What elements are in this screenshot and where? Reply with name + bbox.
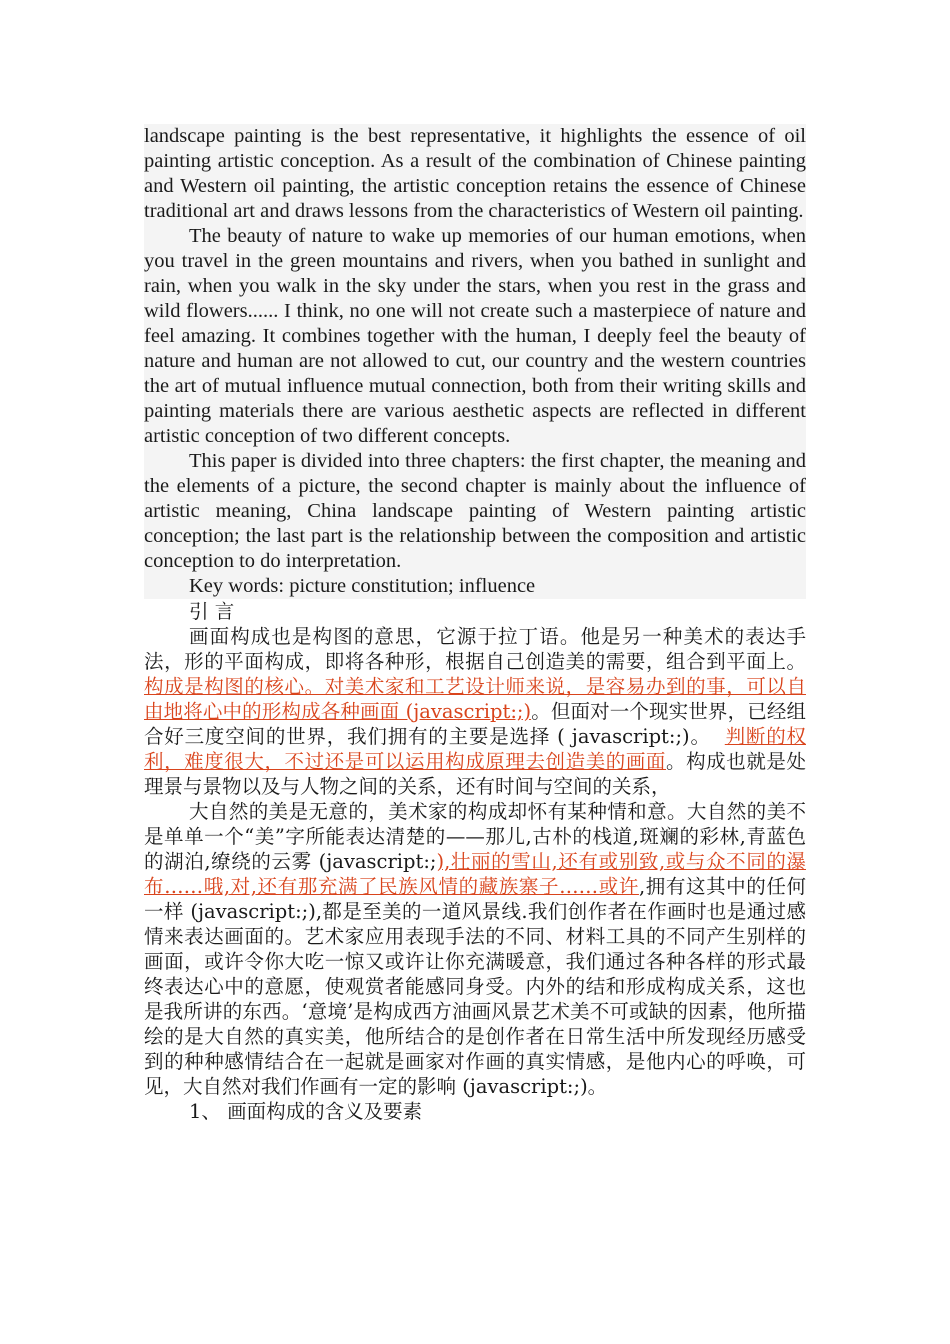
keywords: Key words: picture constitution; influence — [144, 574, 806, 599]
snow-mountain-link[interactable]: ),壮丽的雪山,还有或别致,或与众不同的瀑布……哦,对,还有那充满了民族风情的藏族寨子……或许 — [144, 850, 806, 898]
judgment-right-link[interactable]: 判断的权利，难度很大，不过还是可以运用构成原理去创造美的画面 — [144, 725, 806, 773]
abstract-paragraph-1: landscape painting is the best representative, it highlights the essence of oil painting artistic conception. As a result of the combination of Chinese painting and Western oil painting, the artistic conception retains the essence of Chinese traditional art and draws lessons from the characteristics of Western oil painting. — [144, 125, 806, 222]
intro-heading: 引 言 — [189, 600, 235, 623]
intro-paragraph-1 — [144, 624, 806, 799]
document-page — [144, 124, 806, 1124]
abstract-paragraph-2: The beauty of nature to wake up memories of our human emotions, when you travel in the green mountains and rivers, when you bathed in sunlight and rain, when you walk in the sky under the stars, when you rest in the grass and wild flowers...... I think, no one will not create such a masterpiece of nature and feel amazing. It combines together with the human, I deeply feel the beauty of nature and human are not allowed to cut, our country and the western countries the art of mutual influence mutual connection, both from their writing skills and painting materials there are various aesthetic aspects are reflected in different artistic conception of two different concepts. — [144, 225, 806, 447]
composition-core-link[interactable]: 构成是构图的核心。对美术家和工艺设计师来说，是容易办到的事，可以自由地将心中的形构成各种画面 (javascript:;) — [144, 675, 806, 723]
section-1-heading: 1、 画面构成的含义及要素 — [189, 1100, 423, 1123]
intro-p2-text-1: 大自然的美是无意的，美术家的构成却怀有某种情和意。大自然的美不是单单一个“美”字所能表达清楚的——那儿,古朴的栈道,斑斓的彩林,青蓝色的湖泊,缭绕的云雾 (javascript:; — [144, 800, 806, 873]
intro-paragraph-2 — [144, 799, 806, 1099]
intro-p1-text-2: 。但面对一个现实世界，已经组合好三度空间的世界，我们拥有的主要是选择 ( javascript:;)。 — [144, 700, 806, 748]
abstract-paragraph-3: This paper is divided into three chapters: the first chapter, the meaning and the elements of a picture, the second chapter is mainly about the influence of artistic meaning, China landscape painting of Western painting artistic conception; the last part is the relationship between the composition and artistic conception to do interpretation. — [144, 450, 806, 572]
intro-p1-text-1: 画面构成也是构图的意思，它源于拉丁语。他是另一种美术的表达手法，形的平面构成，即将各种形，根据自己创造美的需要，组合到平面上。 — [144, 625, 806, 673]
intro-p1-text-3: 。构成也就是处理景与景物以及与人物之间的关系，还有时间与空间的关系， — [144, 750, 806, 798]
intro-p2-text-2: ,拥有这其中的任何一样 (javascript:;),都是至美的一道风景线.我们创作者在作画时也是通过感情来表达画面的。艺术家应用表现手法的不同、材料工具的不同产生别样的画面，或许令你大吃一惊又或许让你充满暖意，我们通过各种各样的形式最终表达心中的意愿，使观赏者能感同身受。内外的结和形成构成关系，这也是我所讲的东西。‘意境’是构成西方油画风景艺术美不可或缺的因素，他所描绘的是大自然的真实美，他所结合的是创作者在日常生活中所发现经历感受到的种种感情结合在一起就是画家对作画的真实情感，是他内心的呼唤，可见，大自然对我们作画有一定的影响 (javascript:;)。 — [144, 875, 806, 1098]
